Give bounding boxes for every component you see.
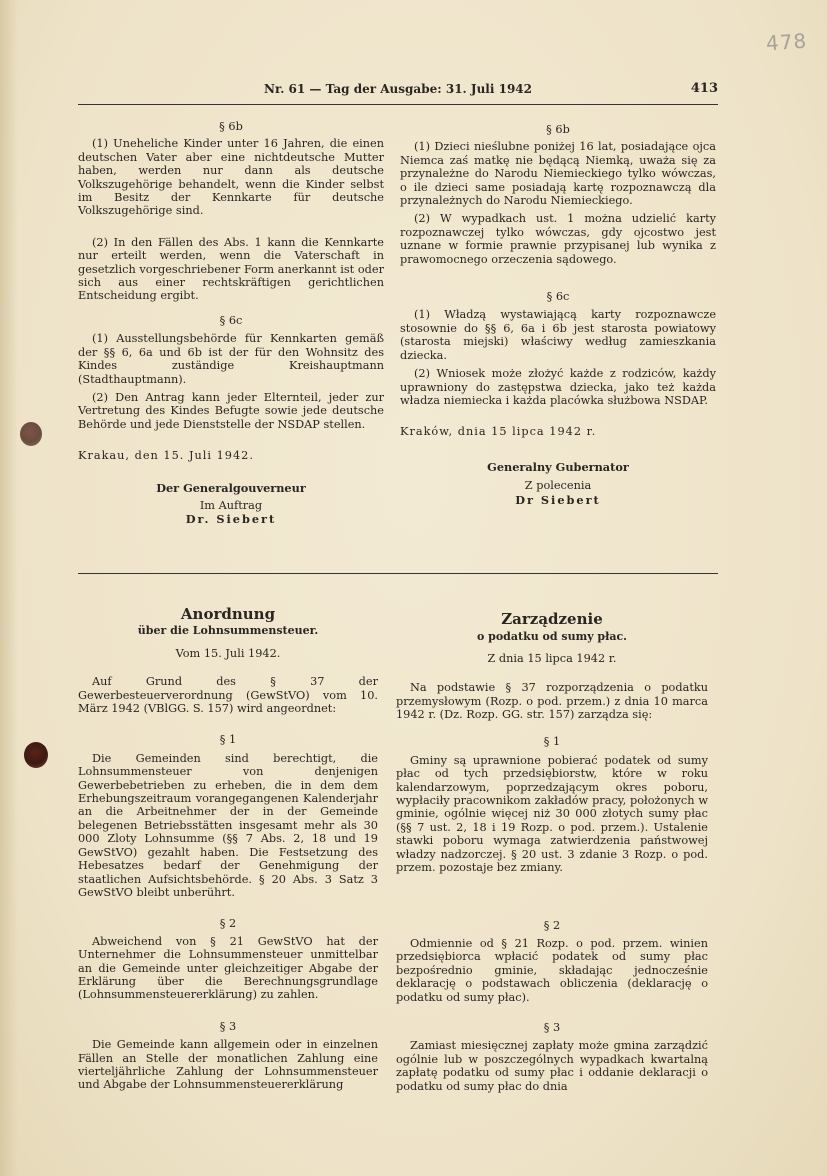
paragraph: (1) Uneheliche Kinder unter 16 Jahren, die einen deutschen Vater aber eine nichtdeutsche Mutter haben, werden nur dann als deutsche Volkszugehörige behandelt, wenn die Kinder selbst im Besitz der Kennkarte für deutsche Volkszugehörige sind. xyxy=(78,137,384,218)
ordinance-date: Vom 15. Juli 1942. xyxy=(175,646,281,660)
signature-authority: Z polecenia xyxy=(524,479,592,493)
section-heading: § 6c xyxy=(219,313,243,327)
ordinance-title: Zarządzenie xyxy=(501,610,603,628)
bottom-left-column xyxy=(78,605,378,1092)
signature-authority: Im Auftrag xyxy=(199,498,263,512)
ordinance-title: Anordnung xyxy=(180,605,276,623)
paragraph: Zamiast miesięcznej zapłaty może gmina zarządzić ogólnie lub w poszczególnych wypadkach kwartalną zapłatę podatku od sumy płac i oddanie deklaracji o podatku od sumy płac do dnia xyxy=(396,1039,708,1093)
section-heading: § 1 xyxy=(543,735,561,749)
paragraph: (2) W wypadkach ust. 1 można udzielić karty rozpoznawczej tylko wówczas, gdy ojcostwo jest uznane w formie prawnie przypisanej lub wynika z prawomocnego orzeczenia sądowego. xyxy=(400,212,716,266)
paragraph: (1) Ausstellungsbehörde für Kennkarten gemäß der §§ 6, 6a und 6b ist der für den Wohnsitz des Kindes zuständige Kreishauptmann (Stadthauptmann). xyxy=(78,332,384,386)
pencil-page-note: 478 xyxy=(765,28,808,56)
section-heading: § 6c xyxy=(546,290,570,304)
section-heading: § 2 xyxy=(219,917,237,931)
paragraph: (2) Wniosek może złożyć każde z rodziców, każdy uprawniony do zastępstwa dziecka, jako też każda władza niemiecka i każda placówka służbowa NSDAP. xyxy=(400,367,716,407)
bottom-right-column xyxy=(396,610,708,1093)
header-rule xyxy=(78,104,718,105)
signature-title: Der Generalgouverneur xyxy=(156,480,306,495)
paragraph: (1) Władzą wystawiającą karty rozpoznawcze stosownie do §§ 6, 6a i 6b jest starosta powiatowy (starosta miejski) właściwy według zamieszkania dziecka. xyxy=(400,308,716,362)
paragraph: Abweichend von § 21 GewStVO hat der Unternehmer die Lohnsummensteuer unmittelbar an die Gemeinde unter gleichzeitiger Abgabe der Erklärung über die Berechnungsgrundlage (Lohnsummensteuererklärung) zu zahlen. xyxy=(78,934,378,1002)
ordinance-subtitle: o podatku od sumy płac. xyxy=(476,630,628,644)
section-heading: § 6b xyxy=(546,123,570,136)
paragraph: (2) In den Fällen des Abs. 1 kann die Kennkarte nur erteilt werden, wenn die Vaterschaft in gesetzlich vorgeschriebener Form anerkannt ist oder sich aus einer rechtskräftigen gerichtlichen Entscheidung ergibt. xyxy=(78,235,384,303)
section-heading: § 1 xyxy=(219,733,237,747)
paragraph: Odmiennie od § 21 Rozp. o pod. przem. winien przedsiębiorca wpłacić podatek od sumy płac bezpośrednio gminie, składając jednocześnie deklarację o podstawach obliczenia (deklarację o podatku od sumy płac). xyxy=(396,936,708,1004)
section-heading: § 6b xyxy=(219,120,243,133)
paragraph: (1) Dzieci nieślubne poniżej 16 lat, posiadające ojca Niemca zaś matkę nie będącą Niemką, uważa się za przynależne do Narodu Niemieckiego tylko wówczas, o ile dzieci same posiadają kartę rozpoznawczą dla przynależnych do Narodu Niemieckiego. xyxy=(400,140,716,208)
section-heading: § 3 xyxy=(543,1020,561,1034)
place-date: Krakau, den 15. Juli 1942. xyxy=(78,449,254,463)
paragraph: Die Gemeinden sind berechtigt, die Lohnsummensteuer von denjenigen Gewerbebetrieben zu erheben, die in dem dem Erhebungszeitraum vorangegangenen Kalenderjahr an die Arbeitnehmer der in der Gemeinde belegenen Betriebsstätten insgesamt mehr als 30 000 Zloty Lohnsumme (§§ 7 Abs. 2, 18 und 19 GewStVO) gezahlt haben. Die Festsetzung des Hebesatzes bedarf der Genehmigung der staatlichen Aufsichtsbehörde. § 20 Abs. 3 Satz 3 GewStVO bleibt unberührt. xyxy=(78,751,378,899)
paragraph: (2) Den Antrag kann jeder Elternteil, jeder zur Vertretung des Kindes Befugte sowie jede deutsche Behörde und jede Dienststelle der NSDAP stellen. xyxy=(78,390,384,431)
paragraph: Die Gemeinde kann allgemein oder in einzelnen Fällen an Stelle der monatlichen Zahlung eine vierteljährliche Zahlung der Lohnsummensteuer und Abgabe der Lohnsummensteuererklärung xyxy=(78,1038,378,1092)
place-date: Kraków, dnia 15 lipca 1942 r. xyxy=(400,425,597,439)
punch-hole xyxy=(24,742,48,768)
punch-hole xyxy=(20,422,42,446)
section-divider xyxy=(78,573,718,574)
page-header xyxy=(78,82,718,104)
paragraph: Gminy są uprawnione pobierać podatek od sumy płac od tych przedsiębiorstw, które w roku kalendarzowym, poprzedzającym okres poboru, wypłaciły pracownikom zakładów pracy, położonych w gminie, ogólnie więcej niż 30 000 złotych sumy płac (§§ 7 ust. 2, 18 i 19 Rozp. o pod. przem.). Ustalenie stawki poboru wymaga zatwierdzenia państwowej władzy nadzorczej. § 20 ust. 3 zdanie 3 Rozp. o pod. przem. pozostaje bez zmiany. xyxy=(396,753,708,875)
signature-title: Generalny Gubernator xyxy=(487,459,629,474)
ordinance-date: Z dnia 15 lipca 1942 r. xyxy=(487,651,617,665)
signature-name: Dr. Siebert xyxy=(185,512,277,527)
issue-title: Nr. 61 — Tag der Ausgabe: 31. Juli 1942 xyxy=(264,82,532,96)
section-heading: § 2 xyxy=(543,918,561,932)
paragraph: Na podstawie § 37 rozporządzenia o podatku przemysłowym (Rozp. o pod. przem.) z dnia 10 marca 1942 r. (Dz. Rozp. GG. str. 157) zarządza się: xyxy=(396,681,708,722)
top-left-column xyxy=(78,120,384,527)
page-edge-shadow xyxy=(0,0,18,1176)
paragraph: Auf Grund des § 37 der Gewerbesteuerverordnung (GewStVO) vom 10. März 1942 (VBlGG. S. 157) wird angeordnet: xyxy=(78,675,378,716)
ordinance-subtitle: über die Lohnsummensteuer. xyxy=(137,624,319,638)
page-number: 413 xyxy=(690,81,718,96)
section-heading: § 3 xyxy=(219,1019,237,1033)
signature-name: Dr Siebert xyxy=(515,492,601,507)
top-right-column xyxy=(400,123,716,507)
